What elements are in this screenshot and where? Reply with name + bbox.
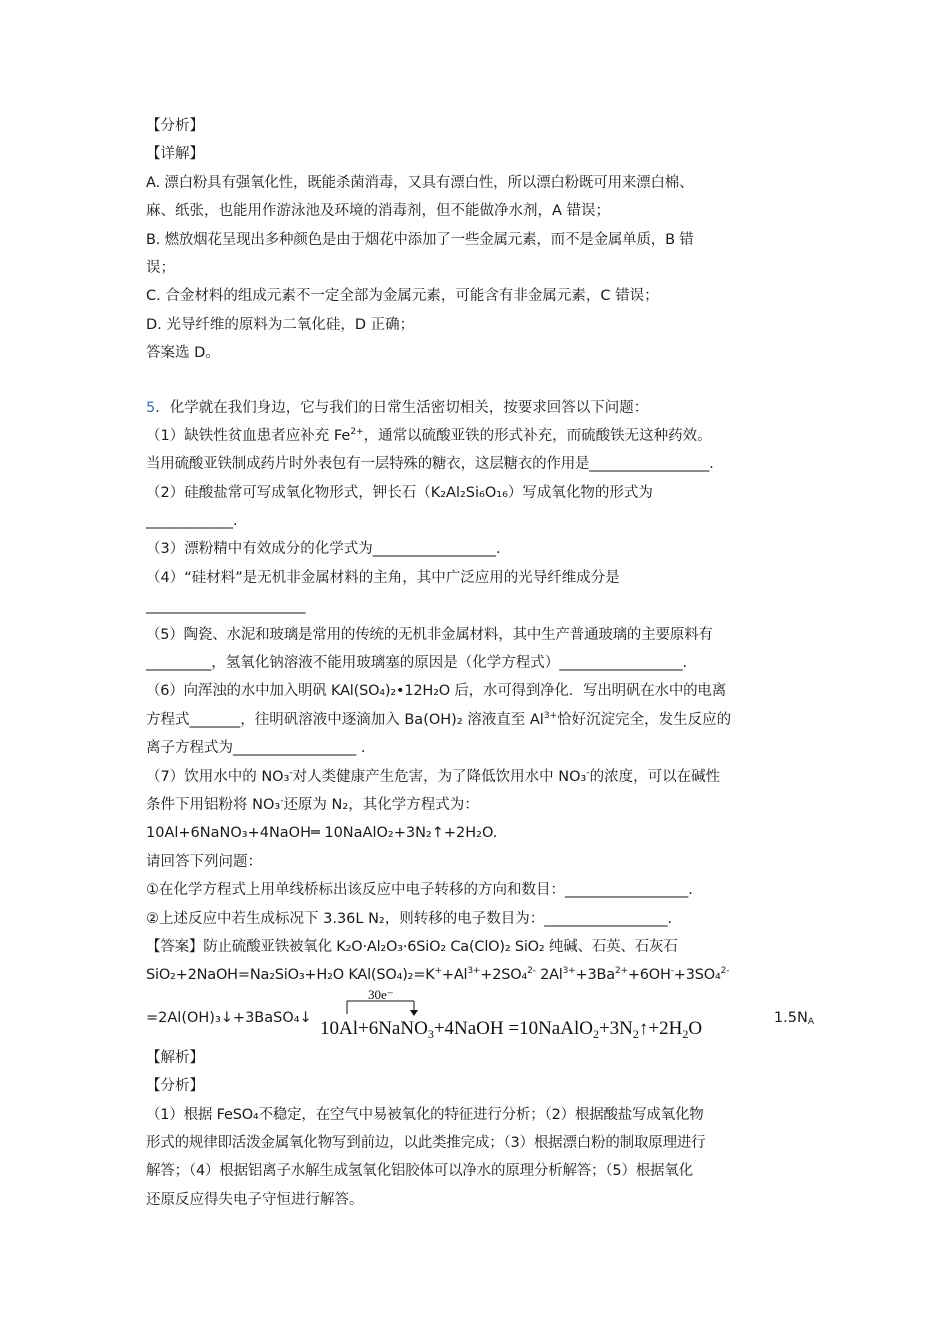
part-2-line2: ____________. [146, 513, 238, 530]
bridge-arrow-icon [410, 1010, 418, 1016]
answer-line1: 【答案】防止硫酸亚铁被氧化 K₂O·Al₂O₃·6SiO₂ Ca(ClO)₂ SiO₂ 纯碱、石英、石灰石 [146, 938, 678, 955]
bridge-label: 30e⁻ [368, 989, 394, 1002]
analysis-line1: （1）根据 FeSO₄不稳定，在空气中易被氧化的特征进行分析；（2）根据酸盐写成氧化物 [146, 1106, 704, 1123]
section-heading-analysis: 【分析】 [146, 118, 204, 134]
question-5-stem [146, 394, 814, 422]
answer-line3-right [774, 1004, 814, 1032]
analysis-line2: 形式的规律即活泼金属氧化物写到前边，以此类推完成；（3）根据漂白粉的制取原理进行 [146, 1134, 706, 1151]
option-d-line: D. 光导纤维的原料为二氧化硅，D 正确； [146, 316, 415, 333]
part-5-line2: _________，氢氧化钠溶液不能用玻璃塞的原因是（化学方程式）_________________. [146, 655, 688, 672]
answer-equation-row [146, 990, 814, 1044]
section-heading-analysis-2: 【分析】 [146, 1078, 204, 1095]
part-6-text: 方程式_______，往明矾溶液中逐滴加入 Ba(OH)₂ 溶液直至 Al [146, 711, 544, 728]
part-7-prompt: 请回答下列问题： [146, 853, 262, 870]
fe-charge: 2+ [350, 426, 364, 437]
answer-text-c: +2SO₄ [480, 967, 528, 984]
nitrate-charge: - [586, 767, 590, 778]
charge: 3+ [562, 966, 576, 977]
part-6-line2 [146, 706, 814, 734]
part-6-text-tail: 恰好沉淀完全，发生反应的 [557, 711, 732, 728]
electron-transfer-equation [316, 990, 756, 1044]
charge: - [670, 966, 674, 977]
part-7-line2 [146, 791, 814, 819]
charge: 2- [720, 966, 730, 977]
option-a-line1: A. 漂白粉具有强氧化性，既能杀菌消毒，又具有漂白性，所以漂白粉既可用来漂白棉、 [146, 174, 694, 191]
equation-text: 10Al+6NaNO$_3$+4NaOH $=10NaAlO_2+3N_2↑+2H_2O$ [320, 1017, 703, 1041]
answer-text-e: +3Ba [575, 967, 615, 984]
part-1-line1 [146, 422, 814, 450]
answer-value: 1.5N [773, 1009, 808, 1026]
part-7-text-a: （7）饮用水中的 NO₃ [146, 768, 290, 785]
part-7-text-c: 的浓度，可以在碱性 [589, 768, 721, 785]
option-c-line: C. 合金材料的组成元素不一定全部为金属元素，可能含有非金属元素，C 错误； [146, 288, 659, 305]
analysis-line3: 解答；（4）根据铝离子水解生成氢氧化铝胶体可以净水的原理分析解答；（5）根据氧化 [146, 1163, 693, 1180]
section-heading-explanation: 【解析】 [146, 1049, 204, 1066]
charge: 3+ [467, 966, 481, 977]
answer-text-a: SiO₂+2NaOH=Na₂SiO₃+H₂O KAl(SO₄)₂=K [146, 967, 435, 984]
part-7-text-e: 还原为 N₂，其化学方程式为： [283, 796, 479, 813]
part-7-line1 [146, 763, 814, 791]
sub-question-2: ②上述反应中若生成标况下 3.36L N₂，则转移的电子数目为：_________________. [146, 910, 673, 927]
sub-question-1: ①在化学方程式上用单线桥标出该反应中电子转移的方向和数目：_________________. [146, 882, 693, 899]
part-5-line1: （5）陶瓷、水泥和玻璃是常用的传统的无机非金属材料，其中生产普通玻璃的主要原料有 [146, 626, 713, 643]
part-2-line1: （2）硅酸盐常可写成氧化物形式，钾长石（K₂Al₂Si₆O₁₆）写成氧化物的形式为 [146, 484, 653, 501]
part-7-text-d: 条件下用铝粉将 NO₃ [146, 796, 281, 813]
answer-text-b: +Al [441, 967, 468, 984]
answer-choice: 答案选 D。 [146, 345, 220, 362]
part-7-text-b: 对人类健康产生危害，为了降低饮用水中 NO₃ [292, 768, 587, 785]
part-4-line2: ______________________ [146, 598, 306, 615]
charge: 2- [527, 966, 536, 977]
section-heading-detail: 【详解】 [146, 146, 204, 163]
part-6-line3: 离子方程式为_________________ . [146, 740, 366, 757]
part-1-text: （1）缺铁性贫血患者应补充 Fe [146, 427, 351, 444]
part-1-line2: 当用硫酸亚铁制成药片时外表包有一层特殊的糖衣，这层糖衣的作用是_________________. [146, 456, 714, 473]
charge: + [434, 966, 442, 977]
option-b-line1: B. 燃放烟花呈现出多种颜色是由于烟花中添加了一些金属元素，而不是金属单质，B 错 [146, 231, 694, 248]
answer-line3-left: =2Al(OH)₃↓+3BaSO₄↓ [146, 1009, 312, 1026]
question-number: 5 [146, 399, 156, 416]
part-7-equation: 10Al+6NaNO₃+4NaOH═ 10NaAlO₂+3N₂↑+2H₂O. [146, 825, 498, 842]
answer-text-d: 2Al [535, 967, 563, 984]
part-4-line1: （4）“硅材料”是无机非金属材料的主角，其中广泛应用的光导纤维成分是 [146, 569, 620, 586]
charge: 2+ [614, 966, 628, 977]
part-6-line1: （6）向浑浊的水中加入明矾 KAl(SO₄)₂•12H₂O 后，水可得到净化．写出明矾在水中的电离 [146, 683, 727, 700]
nitrate-charge: - [280, 795, 284, 806]
answer-line2 [146, 961, 814, 989]
nitrate-charge: - [289, 767, 293, 778]
document-page [146, 112, 814, 1214]
answer-text-f: +6OH [627, 967, 671, 984]
question-stem-text: ．化学就在我们身边，它与我们的日常生活密切相关，按要求回答以下问题： [155, 399, 649, 416]
al-charge: 3+ [543, 710, 558, 721]
answer-text-g: +3SO₄ [673, 967, 721, 984]
option-a-line2: 麻、纸张，也能用作游泳池及环境的消毒剂，但不能做净水剂，A 错误； [146, 203, 611, 220]
analysis-line4: 还原反应得失电子守恒进行解答。 [146, 1191, 364, 1208]
option-b-line2: 误； [146, 259, 175, 276]
part-3-line: （3）漂粉精中有效成分的化学式为_________________. [146, 541, 501, 558]
part-1-text-tail: ，通常以硫酸亚铁的形式补充，而硫酸铁无这种药效。 [363, 427, 712, 444]
avogadro-subscript: A [807, 1016, 814, 1027]
